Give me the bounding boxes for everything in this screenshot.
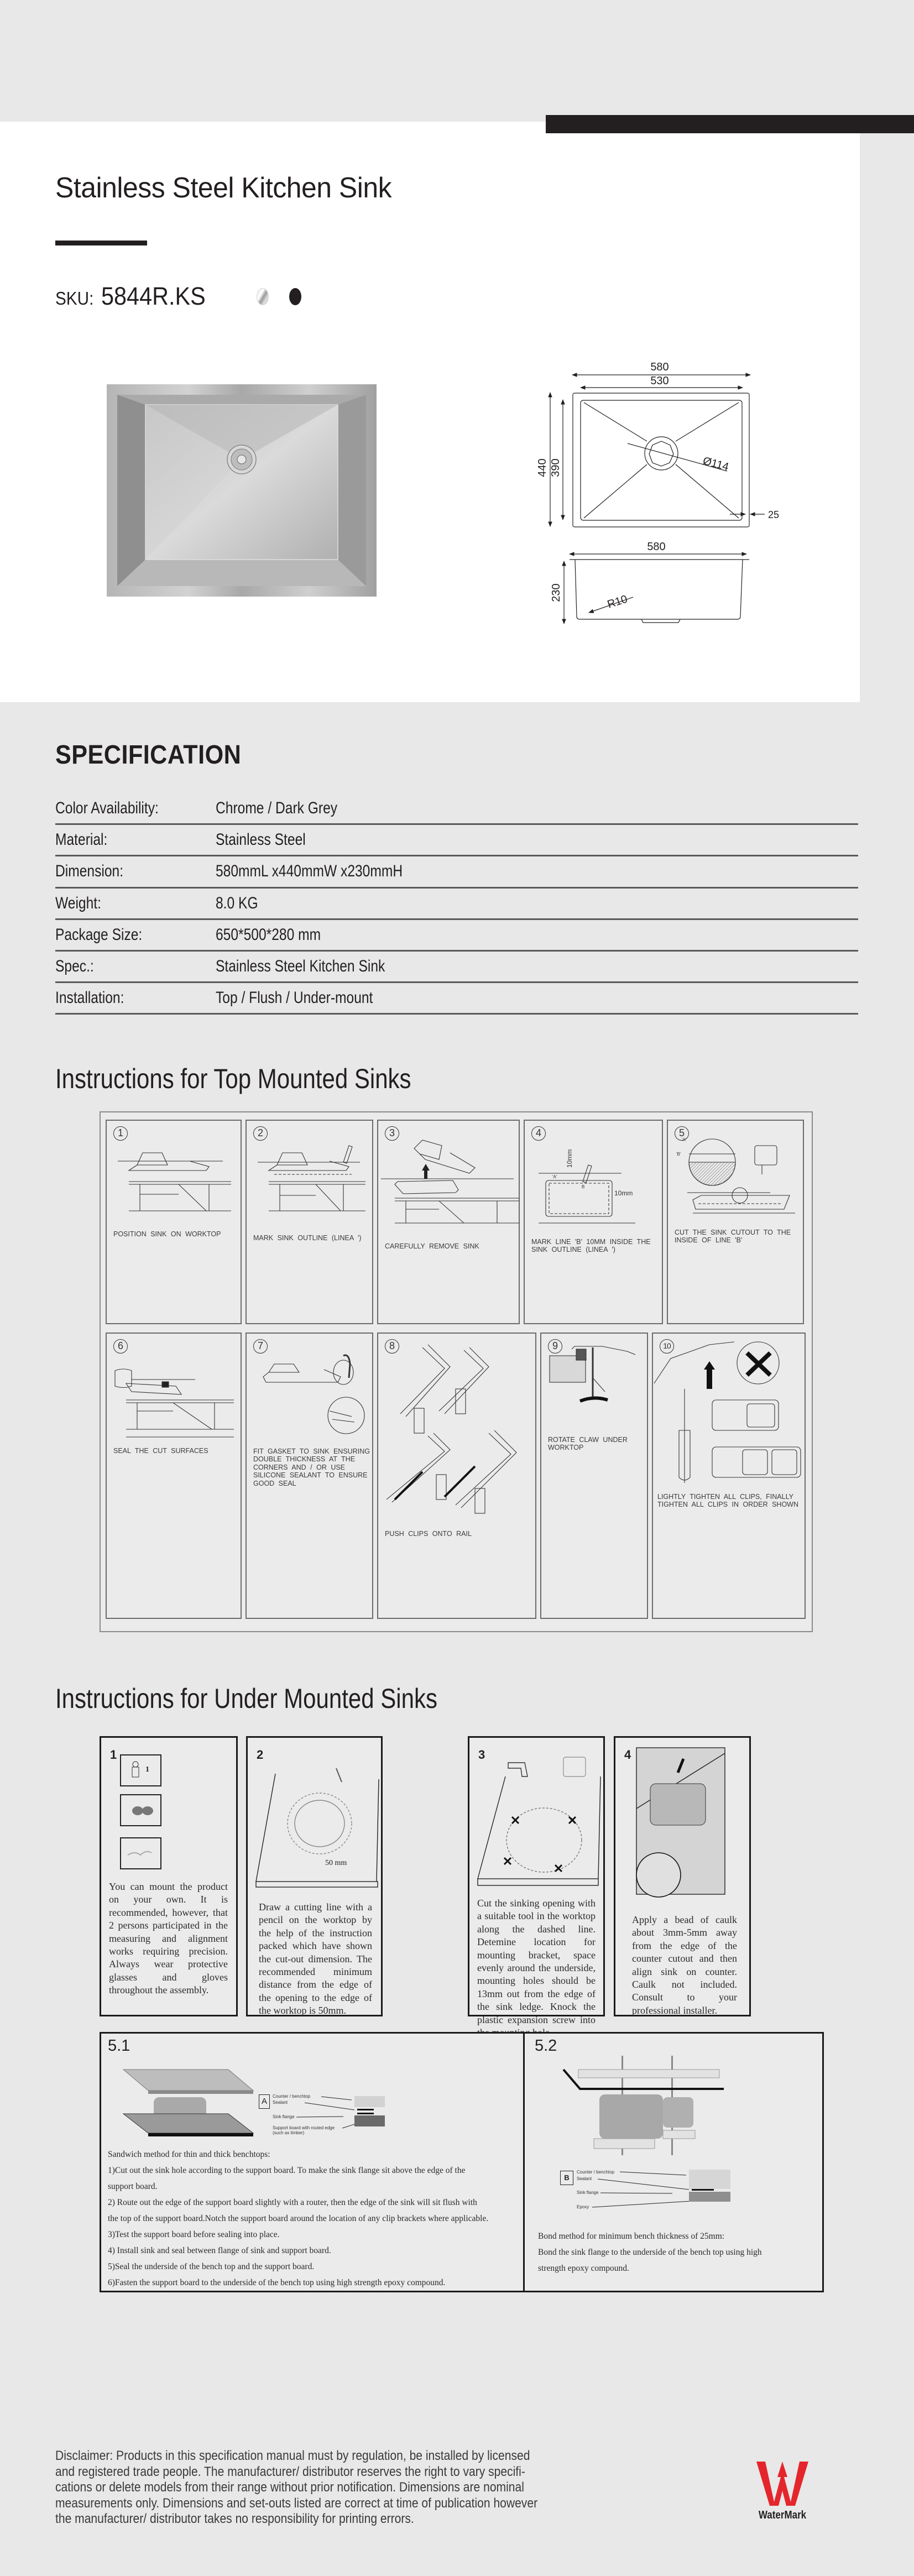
dim-waste-diameter: Ø114 [701, 454, 730, 474]
spec-row [55, 952, 858, 983]
spec-table [55, 793, 858, 1015]
top-step-1 [106, 1120, 242, 1324]
color-swatch-chrome[interactable] [257, 288, 269, 305]
step-number: 6 [113, 1339, 128, 1354]
step-caption: CUT THE SINK CUTOUT TO THE INSIDE OF LINE 'B' [675, 1229, 791, 1245]
persons-count: 1 [145, 1765, 149, 1774]
under-step-1 [100, 1736, 238, 2016]
spec-key: Material: [55, 830, 108, 849]
watermark-logo-text: WaterMark [758, 2509, 807, 2521]
legend-label: Epoxy [577, 2204, 589, 2209]
title-underline [55, 241, 147, 245]
spec-row [55, 825, 858, 856]
step-illustration [550, 1345, 644, 1411]
step-caption: LIGHTLY TIGHTEN ALL CLIPS, FINALLY TIGHTEN ALL CLIPS IN ORDER SHOWN [657, 1493, 798, 1509]
step-illustration [530, 1143, 657, 1215]
step-number: 4 [531, 1126, 546, 1141]
persons-icon [120, 1754, 161, 1786]
step-number: 5 [675, 1126, 689, 1141]
step-number: 8 [385, 1339, 399, 1354]
step-illustration [250, 1760, 380, 1887]
spec-key: Color Availability: [55, 799, 159, 818]
label-b: B [582, 1184, 585, 1189]
dimension-drawing [534, 354, 780, 630]
dim-height: 230 [550, 583, 562, 602]
safety-glasses-icon [120, 1794, 161, 1826]
top-mount-instructions [100, 1111, 813, 1632]
step-illustration [671, 1135, 803, 1223]
step-caption: MARK SINK OUTLINE (LINEA ') [253, 1234, 362, 1242]
method-line: support board. [108, 2182, 158, 2191]
spec-value: 8.0 KG [216, 893, 258, 912]
top-step-8 [377, 1333, 536, 1619]
step-illustration [384, 1342, 533, 1519]
method-line: strength epoxy compound. [538, 2264, 629, 2273]
under-step-3 [468, 1736, 605, 2025]
disclaimer-line: measurements only. Dimensions and set-outs listed are correct at time of publication however [55, 2495, 538, 2511]
spec-key: Spec.: [55, 957, 94, 976]
spec-value: Stainless Steel [216, 830, 306, 849]
spec-value: 580mmL x440mmW x230mmH [216, 862, 403, 881]
dim-overall-depth: 440 [536, 458, 549, 477]
label-10mm-horizontal: 10mm [614, 1189, 633, 1197]
step-illustration [381, 1132, 519, 1226]
dim-side-width: 580 [647, 541, 666, 553]
step-illustration [112, 1364, 239, 1439]
gloves-icon [120, 1837, 161, 1869]
step-caption: SEAL THE CUT SURFACES [113, 1447, 208, 1455]
step-caption: CAREFULLY REMOVE SINK [385, 1242, 479, 1250]
step-number: 2 [253, 1126, 268, 1141]
legend-label: Sink flange [273, 2114, 295, 2119]
under-mount-heading: Instructions for Under Mounted Sinks [55, 1683, 437, 1714]
step-illustration [260, 1350, 371, 1436]
disclaimer-line: and registered trade people. The manufacturer/ distributor reserves the right to vary specifi- [55, 2464, 525, 2479]
step-text: Draw a cutting line with a pencil on the worktop by the help of the instruction packed which have shown the cut-out dimension. The recommended minimum distance from the edge of the opening to the edge of the worktop is 50mm. [259, 1901, 372, 2016]
step-illustration [115, 1151, 237, 1212]
method-line: 1)Cut out the sink hole according to the support board. To make the sink flange sit above the edge of the [108, 2166, 466, 2175]
step-caption: PUSH CLIPS ONTO RAIL [385, 1530, 472, 1538]
method-line: 2) Route out the edge of the support board slightly with a router, then the edge of the sink will sit flush with [108, 2198, 477, 2207]
label-10mm-vertical: 10mm [566, 1149, 573, 1168]
legend-label: (such as timber) [273, 2130, 305, 2135]
step-text: Apply a bead of caulk about 3mm-5mm away from the edge of the counter cutout and then align sink on counter. Caulk not included. Consult to your professional installer. [632, 1914, 737, 2016]
step-text: Cut the sinking opening with a suitable tool in the worktop along the dashed line. Detemine location for mounting bracket, space evenly around the underside, mounting holes should be 13mm out from the edge of the sink ledge. Knock the plastic expansion screw into [477, 1898, 596, 2025]
top-step-4 [524, 1120, 663, 1324]
top-step-5 [667, 1120, 804, 1324]
top-step-2 [246, 1120, 373, 1324]
step-number: 9 [548, 1339, 562, 1354]
step-illustration [654, 1336, 805, 1483]
method-line: the top of the support board.Notch the support board around the location of any clip brackets where applicable. [108, 2214, 489, 2223]
spec-row [55, 889, 858, 920]
spec-row [55, 983, 858, 1015]
method-line: Bond the sink flange to the underside of the bench top using high [538, 2248, 762, 2257]
step-illustration [255, 1146, 371, 1212]
sku-row [55, 282, 215, 311]
step-caption: POSITION SINK ON WORKTOP [113, 1230, 221, 1238]
spec-key: Dimension: [55, 862, 124, 881]
step-caption: MARK LINE 'B' 10MM INSIDE THE SINK OUTLINE (LINEA ') [531, 1238, 651, 1254]
sku-value: 5844R.KS [101, 282, 206, 310]
method-line: Bond method for minimum bench thickness of 25mm: [538, 2232, 725, 2241]
sandwich-method-illustration [123, 2064, 256, 2141]
top-step-7 [246, 1333, 373, 1619]
step-number: 10 [660, 1339, 674, 1354]
spec-value: Stainless Steel Kitchen Sink [216, 957, 385, 976]
top-mount-heading: Instructions for Top Mounted Sinks [55, 1063, 411, 1094]
label-a: 'A' [682, 1137, 687, 1142]
under-method-5-2 [523, 2032, 824, 2292]
legend-label: Counter / benchtop [577, 2170, 615, 2175]
spec-key: Installation: [55, 989, 124, 1007]
dim-bowl-width: 530 [650, 375, 669, 387]
under-step-2 [246, 1736, 383, 2016]
step-illustration [472, 1763, 602, 1887]
legend-detail [576, 2169, 736, 2216]
step-text: You can mount the product on your own. It is recommended, however, that 2 persons participated in the measuring and alignment works requiring precision. Always wear protective glasses and gloves throughout the assembly. [109, 1881, 228, 1996]
bond-method-illustration [563, 2056, 729, 2161]
sku-label: SKU: [55, 288, 94, 309]
step-illustration [636, 1748, 728, 1903]
disclaimer [55, 2448, 650, 2527]
step-number: 7 [253, 1339, 268, 1354]
spec-key: Weight: [55, 893, 101, 912]
step-number: 5.1 [108, 2037, 130, 2055]
legend-label: Counter / benchtop [273, 2094, 311, 2099]
product-title: Stainless Steel Kitchen Sink [55, 172, 392, 204]
dim-radius: R10 [605, 593, 629, 611]
dim-overall-width: 580 [650, 361, 669, 373]
under-method-5-1 [100, 2032, 525, 2292]
header-accent-bar [546, 115, 914, 133]
spec-key: Package Size: [55, 925, 143, 944]
legend-label: Sealant [577, 2176, 592, 2181]
spec-value: Chrome / Dark Grey [216, 799, 338, 818]
method-line: Sandwich method for thin and thick benchtops: [108, 2150, 270, 2159]
legend-tag-a: A [259, 2094, 270, 2109]
disclaimer-line: Disclaimer: Products in this specification manual must by regulation, be installed by licensed [55, 2448, 530, 2463]
legend-tag-b: B [560, 2171, 573, 2185]
method-line: 4) Install sink and seal between flange of sink and support board. [108, 2246, 331, 2255]
spec-heading: SPECIFICATION [55, 740, 242, 770]
step-number: 1 [113, 1126, 128, 1141]
top-step-9 [540, 1333, 648, 1619]
top-step-6 [106, 1333, 242, 1619]
method-line: 3)Test the support board before sealing into place. [108, 2230, 280, 2239]
step-number: 3 [385, 1126, 399, 1141]
under-step-4 [614, 1736, 751, 2016]
legend-detail [271, 2088, 388, 2135]
sink-product-image [107, 384, 377, 597]
dim-bowl-depth: 390 [550, 458, 562, 477]
spec-row [55, 920, 858, 952]
spec-row [55, 793, 858, 825]
label-b: 'B' [676, 1152, 681, 1157]
method-line: 6)Fasten the support board to the underside of the bench top using high strength epoxy compound. [108, 2278, 446, 2287]
legend-label: Sealant [273, 2100, 288, 2105]
color-swatch-dark-grey[interactable] [289, 288, 301, 305]
legend-label: Sink flange [577, 2190, 599, 2195]
dim-flange: 25 [768, 509, 780, 520]
step-caption: ROTATE CLAW UNDER WORKTOP [548, 1436, 628, 1452]
disclaimer-line: the manufacturer/ distributor takes no responsibility for printing errors. [55, 2511, 414, 2526]
label-a: 'A' [552, 1174, 557, 1179]
top-step-10 [652, 1333, 806, 1619]
step-number: 4 [624, 1748, 631, 1762]
step-caption: FIT GASKET TO SINK ENSURING DOUBLE THICKNESS AT THE CORNERS AND / OR USE SILICONE SEALANT TO ENSURE GOOD SEAL [253, 1448, 370, 1487]
spec-value: 650*500*280 mm [216, 925, 321, 944]
method-line: 5)Seal the underside of the bench top and the support board. [108, 2262, 315, 2271]
top-step-3 [377, 1120, 520, 1324]
disclaimer-line: cations or delete models from their range without prior notification. Dimensions are nominal [55, 2480, 524, 2495]
step-number: 2 [257, 1748, 264, 1762]
step-number: 1 [110, 1748, 117, 1762]
spec-row [55, 856, 858, 888]
step-number: 3 [478, 1748, 485, 1762]
label-50mm: 50 mm [325, 1859, 347, 1867]
step-number: 5.2 [535, 2037, 557, 2055]
legend-label: Support board with routed edge [273, 2125, 335, 2130]
spec-value: Top / Flush / Under-mount [216, 989, 373, 1007]
